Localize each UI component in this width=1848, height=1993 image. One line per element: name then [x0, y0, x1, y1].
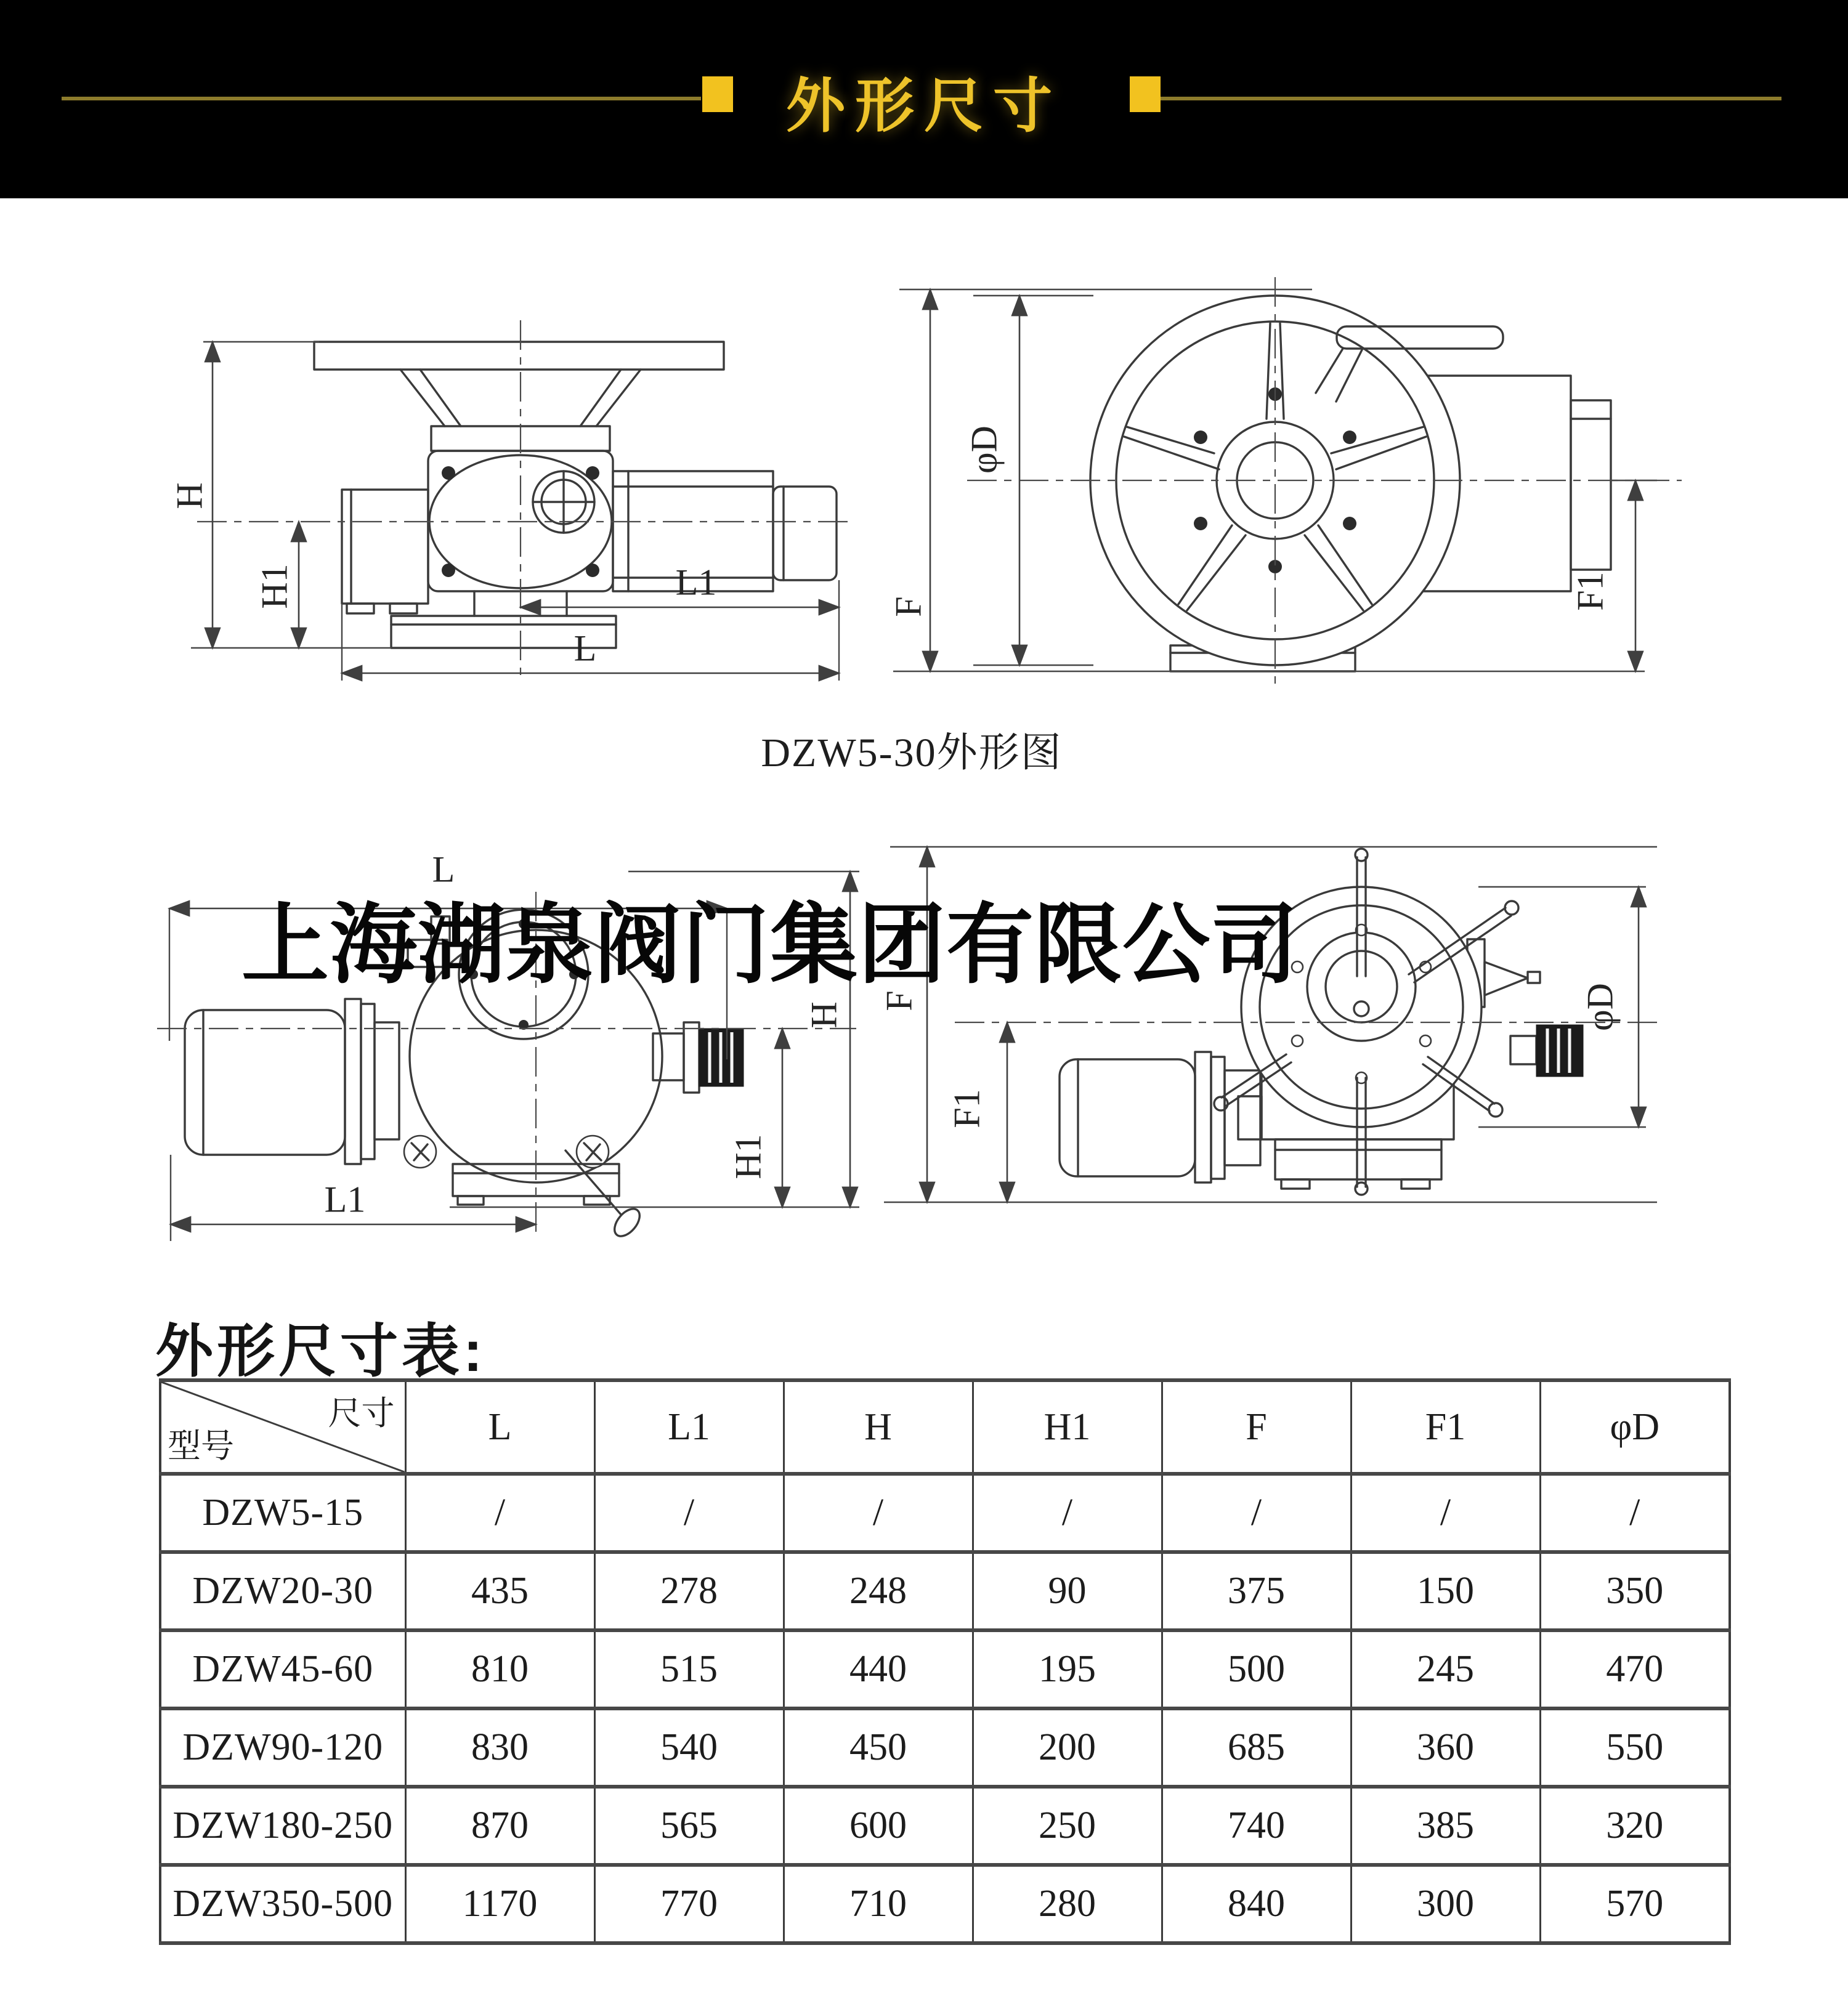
model-cell: DZW20-30: [160, 1552, 405, 1630]
banner-line-left: [62, 97, 701, 100]
model-cell: DZW180-250: [160, 1787, 405, 1865]
value-cell: /: [1540, 1474, 1730, 1552]
value-cell: 280: [973, 1865, 1162, 1943]
dim-label-l1: L1: [675, 562, 717, 603]
centerlines: [197, 320, 853, 681]
table-row: [160, 1630, 1730, 1708]
value-cell: 570: [1540, 1865, 1730, 1943]
col-header-F1: F1: [1351, 1380, 1540, 1474]
value-cell: 320: [1540, 1787, 1730, 1865]
figure1-side-view: [154, 222, 869, 708]
col-header-L: L: [405, 1380, 594, 1474]
value-cell: 770: [594, 1865, 784, 1943]
corner-label-size: 尺寸: [328, 1395, 395, 1432]
value-cell: 540: [594, 1708, 784, 1787]
value-cell: /: [1351, 1474, 1540, 1552]
dim-label-phid: φD: [963, 426, 1005, 474]
col-header-phiD: φD: [1540, 1380, 1730, 1474]
value-cell: 830: [405, 1708, 594, 1787]
value-cell: 840: [1162, 1865, 1351, 1943]
value-cell: 740: [1162, 1787, 1351, 1865]
dim-label-f: F: [878, 990, 920, 1011]
value-cell: 248: [784, 1552, 973, 1630]
table-row: [160, 1787, 1730, 1865]
figure1-caption: DZW5-30外形图: [761, 730, 1063, 775]
figure1-front-view-drawing: [881, 222, 1842, 708]
col-header-H: H: [784, 1380, 973, 1474]
value-cell: /: [594, 1474, 784, 1552]
value-cell: 375: [1162, 1552, 1351, 1630]
corner-cell: [160, 1380, 405, 1474]
value-cell: 515: [594, 1630, 784, 1708]
figure1-front-view: [881, 222, 1842, 708]
model-cell: DZW90-120: [160, 1708, 405, 1787]
table-row: [160, 1474, 1730, 1552]
value-cell: 195: [973, 1630, 1162, 1708]
value-cell: 300: [1351, 1865, 1540, 1943]
col-header-L1: L1: [594, 1380, 784, 1474]
value-cell: 685: [1162, 1708, 1351, 1787]
value-cell: 245: [1351, 1630, 1540, 1708]
dim-label-h1: H1: [254, 564, 295, 609]
value-cell: 440: [784, 1630, 973, 1708]
model-cell: DZW5-15: [160, 1474, 405, 1552]
value-cell: 385: [1351, 1787, 1540, 1865]
table-header-row: [160, 1380, 1730, 1474]
dim-label-l1: L1: [324, 1179, 366, 1220]
dim-label-h1: H1: [727, 1134, 769, 1179]
dim-label-phid: φD: [1579, 983, 1621, 1031]
dim-label-l: L: [432, 849, 455, 890]
dim-label-f1: F1: [1570, 572, 1611, 611]
value-cell: 435: [405, 1552, 594, 1630]
value-cell: 710: [784, 1865, 973, 1943]
value-cell: 278: [594, 1552, 784, 1630]
value-cell: 360: [1351, 1708, 1540, 1787]
dim-label-h: H: [169, 482, 210, 509]
table-row: [160, 1552, 1730, 1630]
value-cell: /: [405, 1474, 594, 1552]
company-watermark: 上海湖泉阀门集团有限公司: [241, 896, 1299, 994]
handwheel-top: [314, 342, 724, 451]
banner-accent-square-right: [1130, 76, 1161, 112]
banner-accent-square-left: [702, 76, 733, 112]
value-cell: /: [1162, 1474, 1351, 1552]
figure1-side-view-drawing: [154, 222, 869, 708]
value-cell: 1170: [405, 1865, 594, 1943]
dim-label-l: L: [573, 628, 597, 669]
dimension-table: [159, 1378, 1731, 1945]
value-cell: 90: [973, 1552, 1162, 1630]
value-cell: 470: [1540, 1630, 1730, 1708]
col-header-H1: H1: [973, 1380, 1162, 1474]
model-cell: DZW350-500: [160, 1865, 405, 1943]
value-cell: 810: [405, 1630, 594, 1708]
dimension-lines: [191, 342, 839, 681]
corner-label-model: 型号: [168, 1428, 234, 1465]
banner-line-right: [1157, 97, 1781, 100]
table-row: [160, 1865, 1730, 1943]
value-cell: 550: [1540, 1708, 1730, 1787]
actuator-body: [342, 451, 837, 648]
table-heading: 外形尺寸表:: [155, 1319, 487, 1383]
col-header-F: F: [1162, 1380, 1351, 1474]
value-cell: /: [973, 1474, 1162, 1552]
value-cell: 870: [405, 1787, 594, 1865]
value-cell: 450: [784, 1708, 973, 1787]
dim-label-h: H: [803, 1001, 845, 1029]
value-cell: 600: [784, 1787, 973, 1865]
value-cell: 250: [973, 1787, 1162, 1865]
value-cell: /: [784, 1474, 973, 1552]
dim-label-f: F: [888, 596, 929, 617]
banner-title: 外形尺寸: [786, 73, 1062, 139]
header-banner: [0, 0, 1848, 198]
value-cell: 500: [1162, 1630, 1351, 1708]
motor-assembly: [185, 999, 399, 1164]
value-cell: 200: [973, 1708, 1162, 1787]
table-row: [160, 1708, 1730, 1787]
value-cell: 350: [1540, 1552, 1730, 1630]
value-cell: 150: [1351, 1552, 1540, 1630]
dim-label-f1: F1: [946, 1089, 987, 1128]
model-cell: DZW45-60: [160, 1630, 405, 1708]
value-cell: 565: [594, 1787, 784, 1865]
